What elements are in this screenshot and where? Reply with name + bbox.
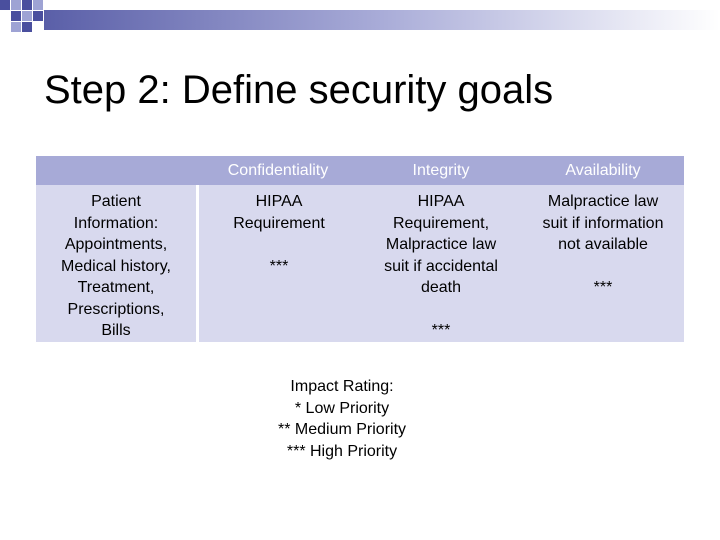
availability-line: suit if information (542, 214, 664, 232)
legend-line-high: *** High Priority (286, 442, 398, 460)
asset-line: Appointments, (64, 236, 168, 253)
legend-title: Impact Rating: (290, 378, 394, 395)
confidentiality-rating: *** (269, 257, 289, 275)
availability-rating: *** (593, 279, 613, 296)
impact-rating-legend (242, 376, 442, 462)
asset-line: Information: (73, 214, 159, 232)
availability-cell (522, 191, 684, 299)
table-header-row (36, 156, 684, 185)
deco-square (22, 0, 32, 10)
integrity-line: death (420, 279, 462, 296)
deco-square (0, 0, 10, 10)
asset-line: Medical history, (61, 257, 171, 275)
confidentiality-line: Requirement (233, 214, 325, 232)
header-gradient-bar (44, 10, 720, 30)
table-row (36, 185, 684, 342)
decorative-header-bar (0, 0, 720, 40)
confidentiality-line: HIPAA (255, 193, 303, 210)
asset-line: Bills (101, 322, 131, 339)
legend-line-medium: ** Medium Priority (277, 421, 407, 438)
deco-square (22, 22, 32, 32)
asset-cell (36, 191, 196, 342)
integrity-line: Requirement, (392, 214, 490, 232)
slide-title: Step 2: Define security goals (44, 68, 554, 112)
header-cell-availability: Availability (565, 162, 641, 179)
deco-square (33, 11, 43, 21)
availability-line: not available (558, 236, 648, 253)
legend-line-low: * Low Priority (294, 399, 390, 417)
deco-square (11, 11, 21, 21)
deco-square (11, 22, 21, 32)
asset-line: Treatment, (77, 279, 155, 296)
integrity-cell (360, 191, 522, 342)
integrity-rating: *** (431, 322, 451, 339)
deco-square (33, 0, 43, 10)
integrity-line: suit if accidental (384, 257, 498, 275)
header-cell-asset (36, 156, 196, 185)
confidentiality-cell (199, 191, 359, 277)
integrity-line: HIPAA (417, 193, 465, 210)
availability-line: Malpractice law (547, 193, 659, 210)
integrity-line: Malpractice law (385, 236, 497, 253)
header-cell-confidentiality: Confidentiality (227, 162, 329, 179)
deco-square (11, 0, 21, 10)
asset-line: Prescriptions, (67, 300, 165, 318)
asset-line: Patient (91, 193, 141, 210)
header-cell-integrity: Integrity (412, 162, 470, 179)
deco-square (22, 11, 32, 21)
